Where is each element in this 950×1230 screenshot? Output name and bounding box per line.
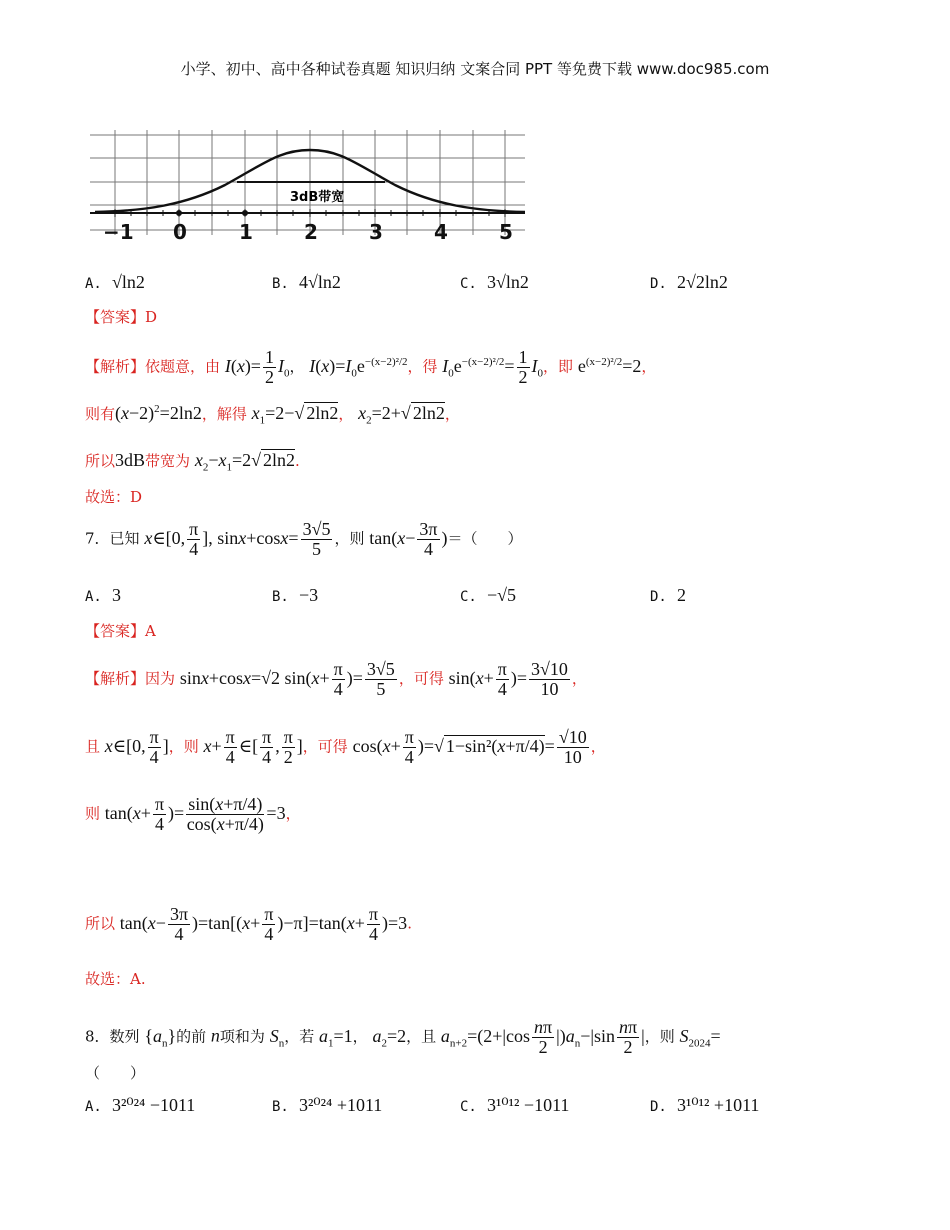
band-label: 3dB带宽 [290, 190, 345, 205]
tick-label: 2 [304, 220, 318, 244]
tick-label: −1 [103, 220, 134, 244]
q7-option-a[interactable]: A. 3 [85, 585, 122, 605]
q6-option-d[interactable]: D. 2√2ln2 [650, 272, 728, 292]
q7-option-d[interactable]: D. 2 [650, 585, 687, 605]
q6-choose: 故选：D [85, 488, 143, 506]
q6-option-c[interactable]: C. 3√ln2 [460, 272, 529, 292]
q8-paren: （ ） [85, 1064, 146, 1082]
q7-analysis-line-2: 且 x∈[0, $\frac{\pi}{4}$ ]，则 x+ $\frac{\pi}{4}$ ∈[ $\frac{\pi}{4}$ , $\frac{\pi}{2}$ ]，可得 cos(x+ $\frac{\pi}{4}$ )=√ 1−sin²(x+π/4)= $\frac{√10}{10}$ ， [85, 727, 606, 767]
q7-analysis-line-1: 【解析】因为 sinx+cosx=√2 sin(x+ $\frac{\pi}{4}$ )= $\frac{3√5}{5}$ ，可得 sin(x+ $\frac{\pi}{4}$ )= $\frac{3√10}{10}$ ， [85, 659, 587, 699]
q6-analysis-line-2: 则有$(x-2)^2=2\ln 2$，解得 $x_1=2-√$ 2ln2， $x_2=2+√$ 2ln2， [85, 403, 460, 427]
q8-option-a[interactable]: A. 3²⁰²⁴ −1011 [85, 1095, 196, 1115]
point-one [242, 210, 248, 216]
q7-option-b[interactable]: B. −3 [272, 585, 319, 605]
q8-option-c[interactable]: C. 3¹⁰¹² −1011 [460, 1095, 570, 1115]
q7-stem: 7．已知 x∈[0, $\frac{\pi}{4}$ ], sinx+cosx= $\frac{3√5}{5}$ ，则 tan(x− $\frac{3\pi}{4}$ )＝（ ） [85, 519, 523, 559]
page-header: 小学、初中、高中各种试卷真题 知识归纳 文案合同 PPT 等免费下载 www.doc985.com [180, 60, 770, 78]
q8-option-d[interactable]: D. 3¹⁰¹² +1011 [650, 1095, 760, 1115]
tick-label: 4 [434, 220, 448, 244]
q7-analysis-line-3: 则 tan(x+ $\frac{\pi}{4}$ )= $\frac{\sin(x+\pi/4)}{\cos(x+\pi/4)}$ =3， [85, 794, 301, 834]
q8-stem: 8．数列 $\{a_n\}$的前 n项和为 $S_n$，若 $a_1=1$， $a_2=2$，且 $a_{n+2}=(2+|\cos$ $\frac{n\pi}{2}$ $|)a_n-|\sin$ $\frac{n\pi}{2}$ |，则 $S_{2024}=$ [85, 1017, 721, 1057]
bandwidth-figure [85, 125, 530, 250]
q8-option-b[interactable]: B. 3²⁰²⁴ +1011 [272, 1095, 383, 1115]
q6-option-b[interactable]: B. 4√ln2 [272, 272, 341, 292]
q7-analysis-line-4: 所以 tan(x− $\frac{3\pi}{4}$ )=tan[(x+ $\frac{\pi}{4}$ )−π]=tan(x+ $\frac{\pi}{4}$ )=3. [85, 904, 412, 944]
tick-label: 5 [499, 220, 513, 244]
tick-label: 0 [173, 220, 187, 244]
q6-analysis-line-1: 【解析】依题意，由 I(x)= $\frac{1}{2}$ $I_0$， $I(x)=I_0e^{-(x-2)^2/2}$，得 $I_0e^{-(x-2)^2/2}=$ $\frac{1}{2}$ $I_0$，即 $e^{(x-2)^2/2}=2$， [85, 347, 657, 387]
q6-option-a[interactable]: A. √ln2 [85, 272, 145, 292]
q7-option-c[interactable]: C. −√5 [460, 585, 517, 605]
point-zero [176, 210, 182, 216]
tick-label: 3 [369, 220, 383, 244]
tick-label: 1 [239, 220, 253, 244]
q7-choose: 故选：A. [85, 970, 146, 988]
q6-analysis-line-3: 所以3dB带宽为 $x_2-x_1=2√$ 2ln2. [85, 450, 300, 474]
q7-answer: 【答案】A [85, 622, 156, 640]
q6-answer: 【答案】D [85, 308, 158, 326]
